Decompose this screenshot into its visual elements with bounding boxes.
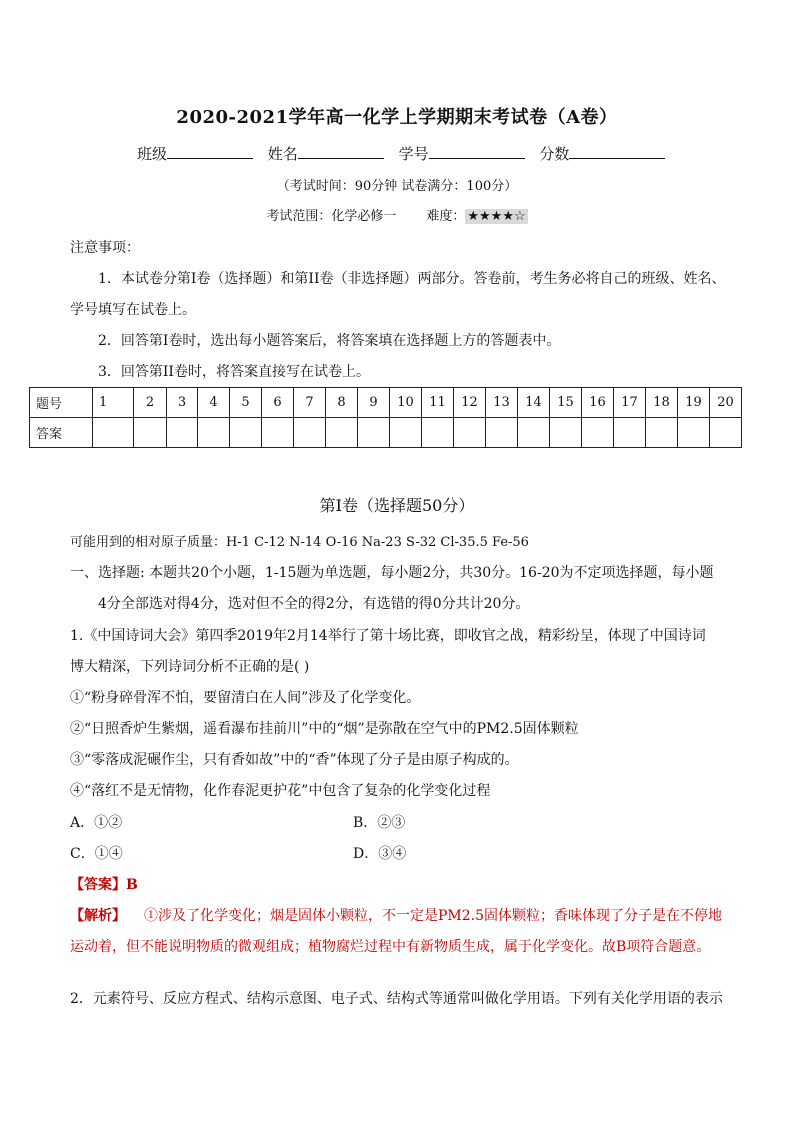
difficulty-stars: ★★★★☆ [467, 209, 526, 224]
question-number-cell: 7 [294, 388, 326, 418]
question-number-cell: 19 [678, 388, 710, 418]
question-number-cell: 3 [167, 388, 198, 418]
question-number-cell: 12 [454, 388, 486, 418]
answer-cell[interactable] [486, 418, 518, 448]
name-label: 姓名 [267, 145, 298, 163]
question-number-row [30, 388, 742, 418]
answer-cell[interactable] [167, 418, 198, 448]
answer-cell[interactable] [134, 418, 167, 448]
question-number-cell: 5 [230, 388, 262, 418]
answer-cell[interactable] [422, 418, 454, 448]
answer-cell[interactable] [294, 418, 326, 448]
question-number-cell: 4 [198, 388, 230, 418]
question-number-cell: 10 [390, 388, 422, 418]
scope-difficulty-line [0, 205, 794, 224]
q1-item-1: ①“粉身碎骨浑不怕，要留清白在人间”涉及了化学变化。 [70, 690, 421, 706]
question-number-cell: 18 [646, 388, 678, 418]
answer-table [29, 387, 742, 448]
note-3: 3．回答第II卷时，将答案直接写在试卷上。 [98, 364, 370, 380]
answer-cell[interactable] [262, 418, 294, 448]
student-info-row [137, 143, 665, 164]
atomic-masses: 可能用到的相对原子质量：H-1 C-12 N-14 O-16 Na-23 S-32 Cl-35.5 Fe-56 [70, 535, 529, 550]
question-number-cell: 6 [262, 388, 294, 418]
analysis-label: 【解析】 [70, 908, 126, 924]
answer-cell[interactable] [518, 418, 550, 448]
question-number-cell: 14 [518, 388, 550, 418]
q1-item-2: ②“日照香炉生紫烟，遥看瀑布挂前川”中的“烟”是弥散在空气中的PM2.5固体颗粒 [70, 721, 579, 737]
note-1-line-1: 1．本试卷分第I卷（选择题）和第II卷（非选择题）两部分。答卷前，考生务必将自己的班级、姓名、 [98, 271, 726, 287]
q1-item-4: ④“落红不是无情物，化作春泥更护花”中包含了复杂的化学变化过程 [70, 783, 491, 799]
answer-cell[interactable] [614, 418, 646, 448]
page-title: 2020-2021学年高一化学上学期期末考试卷（A卷） [176, 107, 618, 128]
question-number-cell: 13 [486, 388, 518, 418]
part-1-instructions-line-2: 4分全部选对得4分，选对但不全的得2分，有选错的得0分共计20分。 [98, 596, 530, 612]
question-number-cell: 16 [582, 388, 614, 418]
row-label-answer: 答案 [30, 418, 93, 448]
class-field[interactable] [167, 144, 253, 159]
name-field[interactable] [298, 144, 384, 159]
q1-answer: 【答案】B [70, 877, 138, 893]
question-number-cell: 11 [422, 388, 454, 418]
q1-option-a[interactable]: A．①② [70, 815, 123, 831]
q1-stem-line-2: 博大精深，下列诗词分析不正确的是( ) [70, 659, 310, 675]
question-number-cell: 17 [614, 388, 646, 418]
answer-cell[interactable] [678, 418, 710, 448]
answer-cell[interactable] [550, 418, 582, 448]
answer-cell[interactable] [710, 418, 742, 448]
note-2: 2．回答第I卷时，选出每小题答案后，将答案填在选择题上方的答题表中。 [98, 333, 561, 349]
answer-cell[interactable] [582, 418, 614, 448]
question-number-cell: 15 [550, 388, 582, 418]
id-label: 学号 [398, 145, 429, 163]
answer-cell[interactable] [454, 418, 486, 448]
answer-cell[interactable] [93, 418, 134, 448]
score-label: 分数 [539, 145, 570, 163]
q1-analysis-line-2: 运动着，但不能说明物质的微观组成；植物腐烂过程中有新物质生成，属于化学变化。故B项符合题意。 [70, 939, 711, 955]
answer-row [30, 418, 742, 448]
question-number-cell: 9 [358, 388, 390, 418]
answer-cell[interactable] [198, 418, 230, 448]
difficulty-label: 难度： [426, 209, 466, 224]
q1-stem-line-1: 1.《中国诗词大会》第四季2019年2月14举行了第十场比赛，即收官之战，精彩纷呈，体现了中国诗词 [70, 628, 706, 644]
answer-cell[interactable] [326, 418, 358, 448]
analysis-text-1: ①涉及了化学变化；烟是固体小颗粒，不一定是PM2.5固体颗粒；香味体现了分子是在不停地 [144, 908, 723, 924]
notes-heading: 注意事项： [70, 240, 140, 256]
q1-item-3: ③“零落成泥碾作尘，只有香如故”中的“香”体现了分子是由原子构成的。 [70, 752, 519, 768]
answer-cell[interactable] [390, 418, 422, 448]
question-number-cell: 1 [93, 388, 134, 418]
class-label: 班级 [137, 145, 168, 163]
answer-cell[interactable] [358, 418, 390, 448]
q1-option-b[interactable]: B．②③ [353, 815, 406, 831]
q2-stem-line-1: 2．元素符号、反应方程式、结构示意图、电子式、结构式等通常叫做化学用语。下列有关化学用语的表示 [70, 991, 723, 1007]
question-number-cell: 2 [134, 388, 167, 418]
note-1-line-2: 学号填写在试卷上。 [70, 302, 196, 318]
exam-scope: 考试范围：化学必修一 [266, 209, 397, 224]
answer-cell[interactable] [646, 418, 678, 448]
question-number-cell: 20 [710, 388, 742, 418]
section-1-title: 第I卷（选择题50分） [319, 496, 475, 515]
question-number-cell: 8 [326, 388, 358, 418]
part-1-instructions-line-1: 一、选择题: 本题共20个小题，1-15题为单选题，每小题2分，共30分。16-20为不定项选择题，每小题 [70, 565, 714, 581]
answer-cell[interactable] [230, 418, 262, 448]
id-field[interactable] [429, 144, 525, 159]
exam-time: （考试时间：90分钟 试卷满分：100分） [276, 179, 518, 194]
q1-option-c[interactable]: C．①④ [70, 846, 123, 862]
row-label-number: 题号 [30, 388, 93, 418]
q1-analysis-line-1 [70, 905, 722, 925]
score-field[interactable] [569, 144, 665, 159]
q1-option-d[interactable]: D．③④ [353, 846, 407, 862]
